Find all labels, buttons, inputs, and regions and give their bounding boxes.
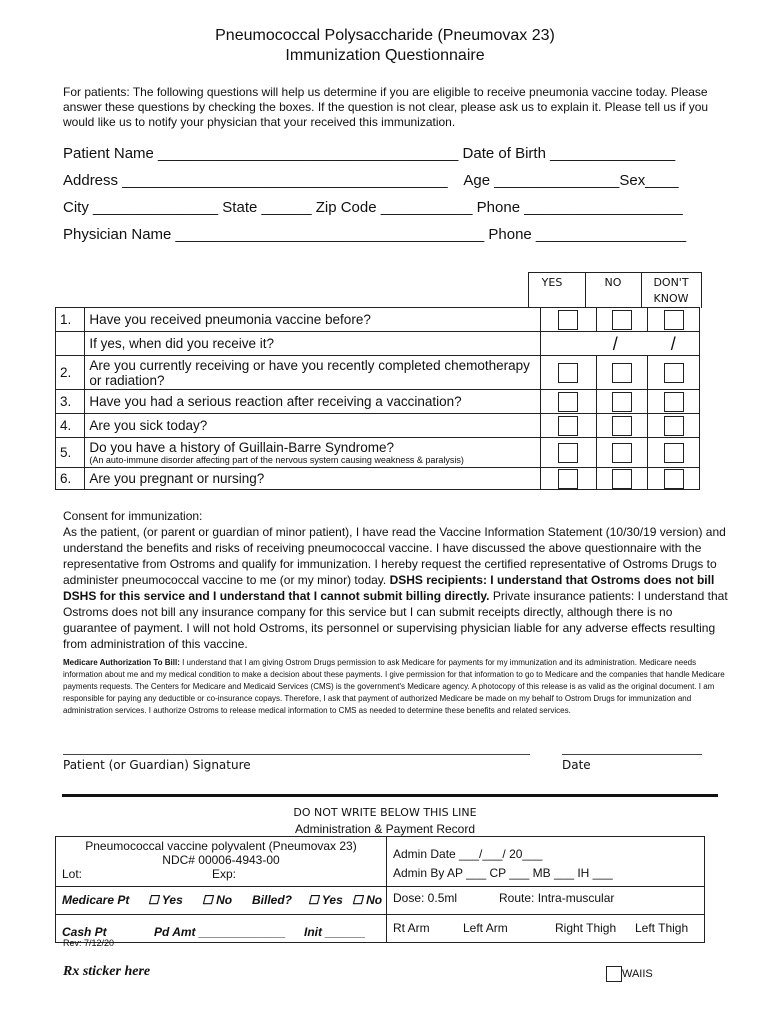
- init-field[interactable]: Init ______: [304, 925, 366, 939]
- admin-record-title: Administration & Payment Record: [294, 822, 476, 836]
- date-label: Date: [562, 758, 591, 772]
- form-title-line1: Pneumococcal Polysaccharide (Pneumovax 23): [215, 27, 555, 44]
- question-row-1b: If yes, when did you receive it? / /: [56, 332, 700, 356]
- admin-record-table: [55, 836, 705, 943]
- consent-heading: Consent for immunization:: [63, 509, 203, 523]
- site-rt-arm[interactable]: Rt Arm: [393, 921, 430, 935]
- route-field: Route: Intra-muscular: [499, 891, 615, 905]
- medicare-no-option[interactable]: ☐ No: [202, 893, 233, 907]
- q1-no-checkbox[interactable]: [612, 310, 632, 330]
- answer-header-box: [528, 272, 702, 308]
- date-received-field[interactable]: / /: [540, 332, 699, 356]
- pd-amt-field[interactable]: Pd Amt _____________: [154, 925, 286, 939]
- date-line[interactable]: [562, 742, 702, 755]
- q6-no-checkbox[interactable]: [612, 469, 632, 489]
- medicare-authorization: Medicare Authorization To Bill: I understand that I am giving Ostrom Drugs permission to ask Medicare for payments for my immunization and its administration. Medicare needs information about me and my medical condition to make a decision about these payments. I give permission for that information to go to Medicare and the companies that handle Medicare payments requests. The Centers for Medicare and Medicaid Services (CMS) is the government's Medicare agency. A photocopy of this release is as valid as the original document. I am responsible for paying any deductible or co-insurance copays. Therefore, I ask that payment of authorized Medicare be made on my behalf to Ostrom Drugs for immunization and administration services. I authorize Ostroms to release medical information to CMS as needed to determine these benefits and related services.: [63, 658, 725, 715]
- q4-yes-checkbox[interactable]: [558, 416, 578, 436]
- gbs-note: (An auto-immune disorder affecting part of the nervous system causing weakness & paralysis): [89, 454, 464, 465]
- do-not-write-notice: DO NOT WRITE BELOW THIS LINE: [293, 806, 477, 819]
- question-row-1: 1. Have you received pneumonia vaccine before?: [56, 308, 700, 332]
- signature-line[interactable]: [63, 742, 530, 755]
- admin-by-field[interactable]: Admin By AP ___ CP ___ MB ___ IH ___: [393, 866, 613, 880]
- medicare-yes-option[interactable]: ☐ Yes: [148, 893, 183, 907]
- q5-yes-checkbox[interactable]: [558, 443, 578, 463]
- consent-body: As the patient, (or parent or guardian of minor patient), I have read the Vaccine Information Statement (10/30/19 version) and understand the benefits and risks of receiving pneumococcal vaccine. I have discussed the above questionnaire with the representative from Ostroms and qualify for immunization. I hereby request the certified representative of Ostroms Drugs to administer pneumococcal vaccine to me (or my minor) today. DSHS recipients: I understand that Ostroms does not bill DSHS for this service and I understand that I cannot submit billing directly. Private insurance patients: I understand that Ostroms does not bill any insurance company for this service but I can submit receipts directly, although there is no guarantee of payment. I will not hold Ostroms, its personnel or supervising physician liable for any adverse effects resulting from administration of this vaccine.: [63, 525, 728, 651]
- medicare-pt-label: Medicare Pt: [62, 893, 130, 907]
- q5-dontknow-checkbox[interactable]: [664, 443, 684, 463]
- question-row-6: 6. Are you pregnant or nursing?: [56, 468, 700, 490]
- q4-no-checkbox[interactable]: [612, 416, 632, 436]
- dose-field: Dose: 0.5ml: [393, 891, 458, 905]
- lot-field[interactable]: Lot:: [62, 867, 83, 881]
- cash-pt-label: Cash Pt: [62, 925, 107, 939]
- q3-no-checkbox[interactable]: [612, 392, 632, 412]
- form-title-line2: Immunization Questionnaire: [285, 47, 485, 64]
- q1-yes-checkbox[interactable]: [558, 310, 578, 330]
- billed-label: Billed?: [252, 893, 293, 907]
- q6-dontknow-checkbox[interactable]: [664, 469, 684, 489]
- intro-text: For patients: The following questions will help us determine if you are eligible to receive pneumonia vaccine today. Please answer these questions by checking the boxes. If the question is not clear, please ask us to explain it. Please tell us if you would like us to notify your physician that your received this immunization.: [63, 85, 709, 129]
- city-row[interactable]: City _______________ State ______ Zip Code ___________ Phone ___________________: [63, 199, 683, 216]
- q2-dontknow-checkbox[interactable]: [664, 363, 684, 383]
- q2-no-checkbox[interactable]: [612, 363, 632, 383]
- header-dont-know: DON'T KNOW: [653, 276, 689, 305]
- site-right-thigh[interactable]: Right Thigh: [555, 921, 617, 935]
- q6-yes-checkbox[interactable]: [558, 469, 578, 489]
- billed-yes-option[interactable]: ☐ Yes: [308, 893, 343, 907]
- q3-dontknow-checkbox[interactable]: [664, 392, 684, 412]
- do-not-write-rule: [62, 794, 718, 797]
- questions-table: [55, 307, 700, 490]
- q3-yes-checkbox[interactable]: [558, 392, 578, 412]
- billed-no-option[interactable]: ☐ No: [352, 893, 383, 907]
- header-no: NO: [604, 276, 622, 289]
- physician-row[interactable]: Physician Name _____________________________________ Phone __________________: [63, 226, 687, 243]
- q2-yes-checkbox[interactable]: [558, 363, 578, 383]
- admin-date-field[interactable]: Admin Date ___/___/ 20___: [393, 847, 543, 861]
- exp-field[interactable]: Exp:: [212, 867, 237, 881]
- patient-name-row[interactable]: Patient Name ____________________________________ Date of Birth _______________: [63, 145, 676, 162]
- vaccine-name: Pneumococcal vaccine polyvalent (Pneumovax 23): [85, 839, 357, 853]
- waiis-box[interactable]: [606, 966, 622, 982]
- site-left-arm[interactable]: Left Arm: [463, 921, 508, 935]
- waiis-checkbox[interactable]: WAIIS: [606, 966, 653, 982]
- signature-label: Patient (or Guardian) Signature: [63, 758, 251, 772]
- site-left-thigh[interactable]: Left Thigh: [635, 921, 689, 935]
- question-row-5: 5. Do you have a history of Guillain-Barre Syndrome? (An auto-immune disorder affecting part of the nervous system causing weakness & paralysis): [56, 438, 700, 468]
- question-row-2: 2. Are you currently receiving or have you recently completed chemotherapy or radiation?: [56, 356, 700, 390]
- revision-date: Rev: 7/12/20: [63, 938, 115, 948]
- header-yes: YES: [541, 276, 563, 289]
- q5-no-checkbox[interactable]: [612, 443, 632, 463]
- rx-sticker-label: Rx sticker here: [63, 964, 151, 979]
- q1-dontknow-checkbox[interactable]: [664, 310, 684, 330]
- q4-dontknow-checkbox[interactable]: [664, 416, 684, 436]
- question-row-3: 3. Have you had a serious reaction after receiving a vaccination?: [56, 390, 700, 414]
- consent-section: [63, 508, 728, 652]
- ndc-number: NDC# 00006-4943-00: [162, 853, 280, 867]
- question-row-4: 4. Are you sick today?: [56, 414, 700, 438]
- address-row[interactable]: Address _______________________________________ Age _______________Sex____: [63, 172, 679, 189]
